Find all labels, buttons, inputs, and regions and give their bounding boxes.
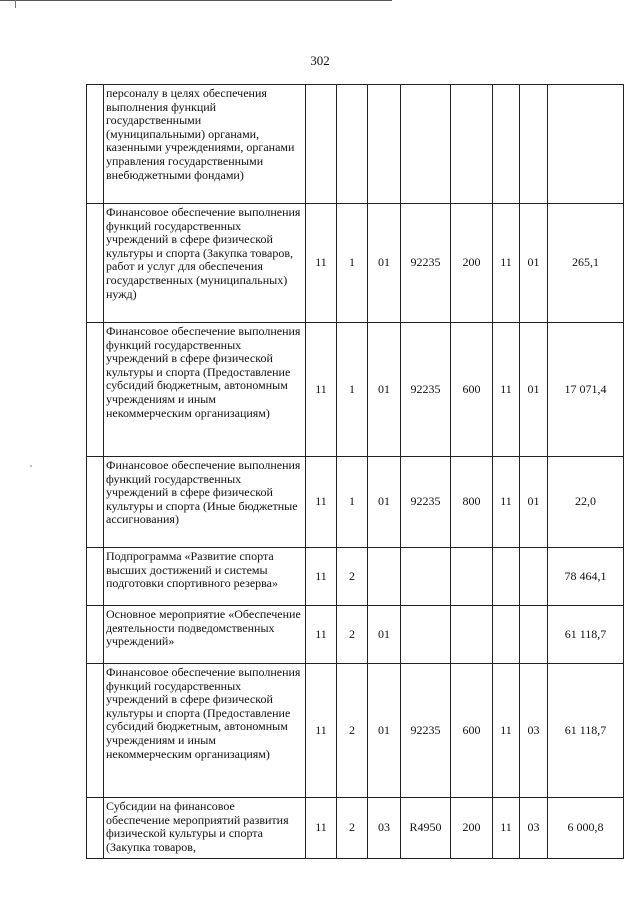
code-cell (520, 85, 548, 204)
code-cell: 200 (451, 204, 493, 323)
code-cell: 2 (337, 664, 368, 798)
item-name-cell: Основное мероприятие «Обеспечение деятельности подведомственных учреждений» (104, 606, 306, 664)
code-cell: 1 (337, 457, 368, 548)
code-cell: 01 (368, 323, 401, 457)
amount-cell: 78 464,1 (548, 548, 624, 606)
item-name-cell: Подпрограмма «Развитие спорта высших достижений и системы подготовки спортивного резерва» (104, 548, 306, 606)
code-cell: 1 (337, 204, 368, 323)
row-marker-cell (87, 548, 104, 606)
code-cell (493, 85, 520, 204)
code-cell: 200 (451, 798, 493, 859)
code-cell: 11 (306, 606, 337, 664)
table-row (87, 204, 624, 323)
code-cell: 11 (306, 664, 337, 798)
code-cell: 11 (493, 664, 520, 798)
amount-cell (548, 85, 624, 204)
amount-cell: 6 000,8 (548, 798, 624, 859)
code-cell: 11 (306, 798, 337, 859)
item-name-cell: Субсидии на финансовое обеспечение мероприятий развития физической культуры и спорта (Закупка товаров, (104, 798, 306, 859)
code-cell (451, 85, 493, 204)
scan-corner-mark (15, 0, 16, 8)
code-cell (520, 606, 548, 664)
code-cell: 01 (368, 606, 401, 664)
code-cell: 03 (368, 798, 401, 859)
item-name-cell: Финансовое обеспечение выполнения функций государственных учреждений в сфере физической культуры и спорта (Закупка товаров, работ и услуг для обеспечения государственных (муниципальных) нужд) (104, 204, 306, 323)
table-row (87, 323, 624, 457)
code-cell: R4950 (401, 798, 451, 859)
item-name-cell: Финансовое обеспечение выполнения функций государственных учреждений в сфере физической культуры и спорта (Иные бюджетные ассигнования) (104, 457, 306, 548)
table-row (87, 457, 624, 548)
code-cell: 01 (368, 664, 401, 798)
page-number: 302 (310, 53, 330, 68)
amount-cell: 61 118,7 (548, 606, 624, 664)
code-cell: 92235 (401, 204, 451, 323)
row-marker-cell (87, 664, 104, 798)
table-row (87, 548, 624, 606)
code-cell (337, 85, 368, 204)
code-cell: 11 (306, 548, 337, 606)
code-cell (451, 606, 493, 664)
row-marker-cell (87, 457, 104, 548)
code-cell: 01 (520, 323, 548, 457)
code-cell (401, 85, 451, 204)
code-cell (401, 548, 451, 606)
budget-table (86, 84, 624, 859)
code-cell (306, 85, 337, 204)
code-cell: 11 (306, 457, 337, 548)
table-row (87, 798, 624, 859)
code-cell: 2 (337, 798, 368, 859)
code-cell (451, 548, 493, 606)
code-cell: 03 (520, 664, 548, 798)
item-name-cell: Финансовое обеспечение выполнения функций государственных учреждений в сфере физической культуры и спорта (Предоставление субсидий бюджетным, автономным учреждениям и иным некоммерческим организациям) (104, 664, 306, 798)
code-cell (493, 606, 520, 664)
code-cell: 600 (451, 664, 493, 798)
code-cell: 11 (493, 323, 520, 457)
code-cell: 01 (520, 457, 548, 548)
code-cell (520, 548, 548, 606)
code-cell: 2 (337, 548, 368, 606)
scan-edge-line (0, 0, 392, 1)
code-cell: 1 (337, 323, 368, 457)
code-cell: 11 (306, 323, 337, 457)
item-name-cell: Финансовое обеспечение выполнения функций государственных учреждений в сфере физической культуры и спорта (Предоставление субсидий бюджетным, автономным учреждениям и иным некоммерческим организациям) (104, 323, 306, 457)
code-cell: 2 (337, 606, 368, 664)
amount-cell: 61 118,7 (548, 664, 624, 798)
code-cell: 01 (520, 204, 548, 323)
code-cell: 11 (493, 798, 520, 859)
row-marker-cell (87, 323, 104, 457)
code-cell (401, 606, 451, 664)
amount-cell: 22,0 (548, 457, 624, 548)
code-cell: 600 (451, 323, 493, 457)
row-marker-cell (87, 606, 104, 664)
code-cell: 92235 (401, 457, 451, 548)
code-cell (368, 85, 401, 204)
amount-cell: 265,1 (548, 204, 624, 323)
code-cell: 01 (368, 204, 401, 323)
scan-speck (30, 465, 32, 467)
row-marker-cell (87, 204, 104, 323)
row-marker-cell (87, 85, 104, 204)
code-cell: 92235 (401, 664, 451, 798)
code-cell: 92235 (401, 323, 451, 457)
item-name-cell: персоналу в целях обеспечения выполнения функций государственными (муниципальными) органами, казенными учреждениями, органами управления государственными внебюджетными фондами) (104, 85, 306, 204)
amount-cell: 17 071,4 (548, 323, 624, 457)
code-cell: 01 (368, 457, 401, 548)
code-cell: 800 (451, 457, 493, 548)
code-cell: 11 (493, 457, 520, 548)
code-cell: 11 (306, 204, 337, 323)
code-cell: 11 (493, 204, 520, 323)
row-marker-cell (87, 798, 104, 859)
code-cell (493, 548, 520, 606)
code-cell (368, 548, 401, 606)
table-row (87, 664, 624, 798)
table-row (87, 85, 624, 204)
table-row (87, 606, 624, 664)
code-cell: 03 (520, 798, 548, 859)
